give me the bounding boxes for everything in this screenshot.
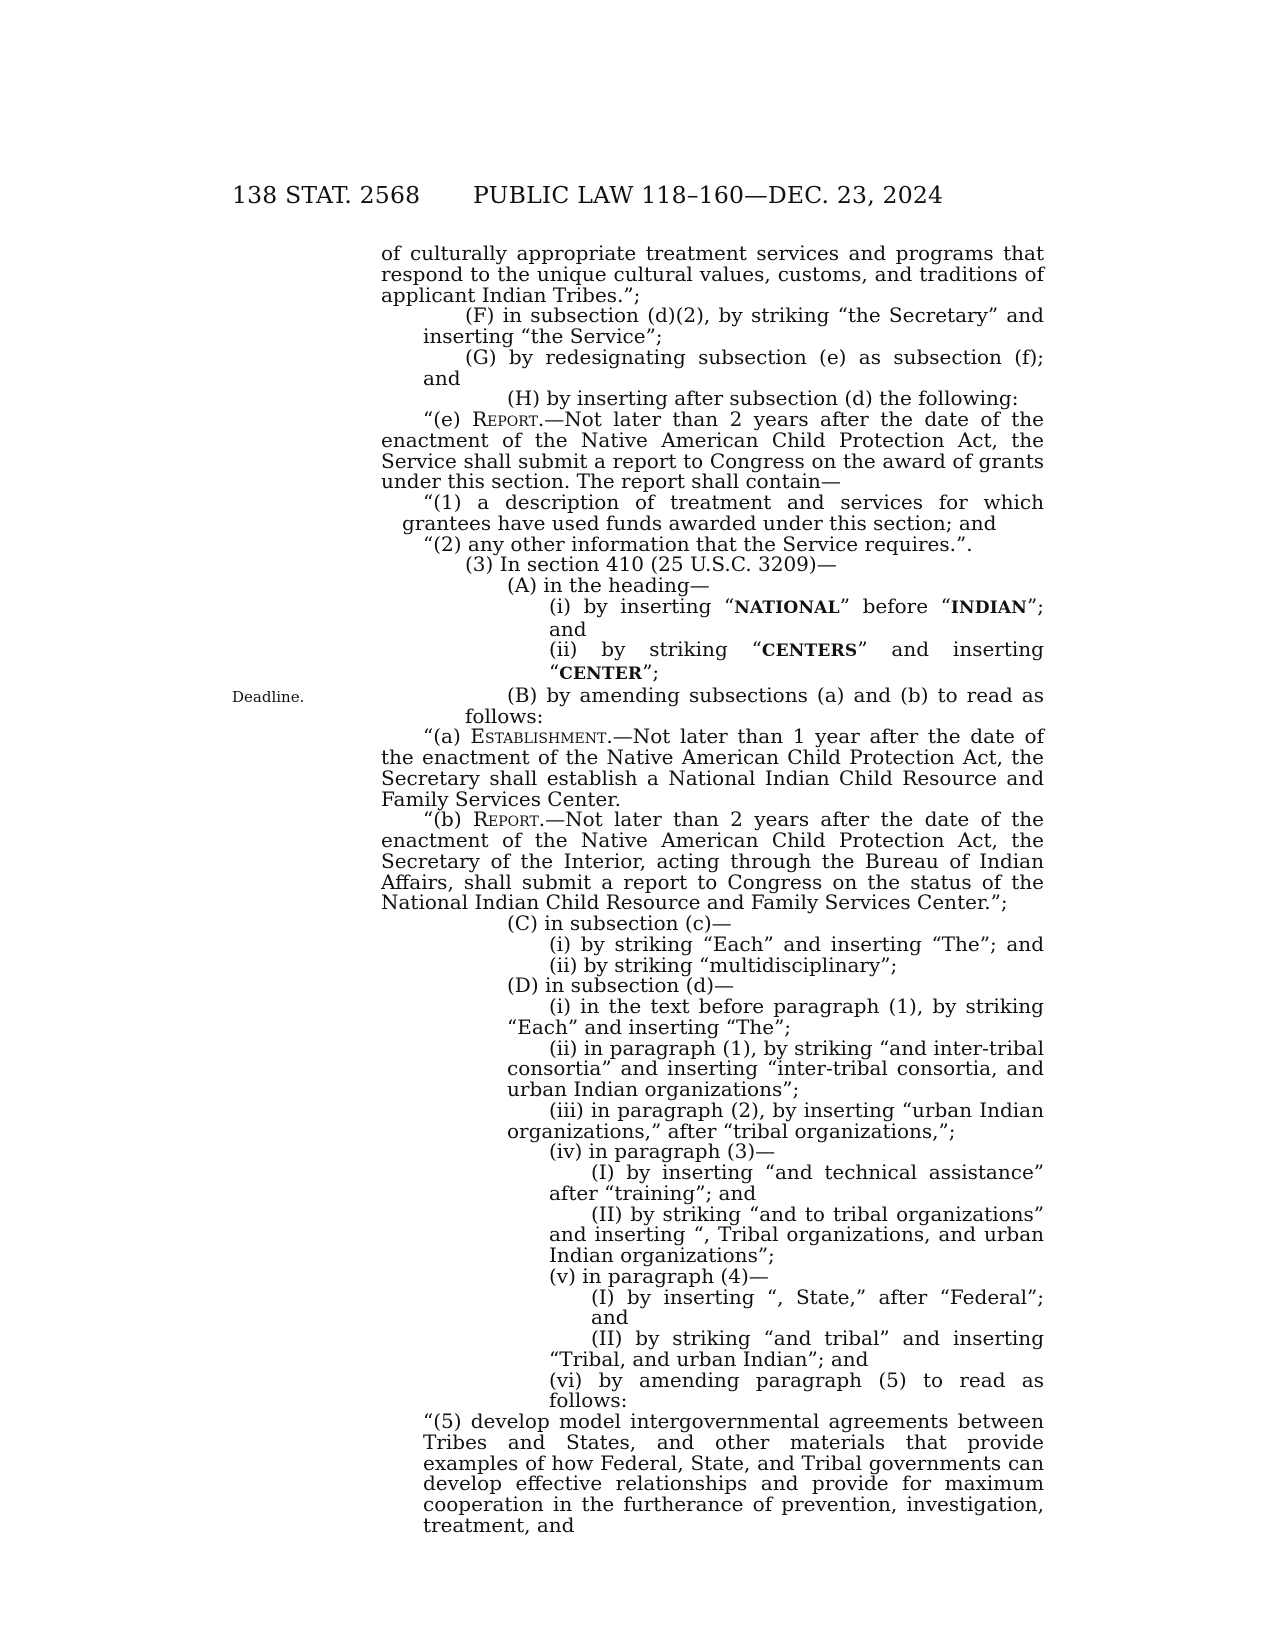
paragraph [381, 409, 1044, 492]
paragraph: (C) in subsection (c)— [507, 911, 732, 935]
paragraph: (II) by striking “and tribal” and inserting “Tribal, and urban Indian”; and [549, 1326, 1044, 1371]
text-run: ”; [642, 660, 660, 684]
text-run: ” before “ [839, 593, 951, 618]
paragraph [381, 809, 1044, 913]
paragraph: (3) In section 410 (25 U.S.C. 3209)— [465, 552, 837, 577]
paragraph: (D) in subsection (d)— [507, 973, 735, 998]
subsection-text: .—Not later than 2 years after the date of the enactment of the Native American Child Protection Act, the Secretary of the Interior, acting through the Bureau of Indian Affairs, shall submit a report to Congress on the status of the National Indian Child Resource and Family Services Center.”; [381, 807, 1045, 915]
subsection-text: .—Not later than 2 years after the date of the enactment of the Native American Child Protection Act, the Service shall submit a report to Congress on the award of grants under this section. The report shall contain— [381, 407, 1045, 494]
paragraph: (iv) in paragraph (3)— [549, 1139, 776, 1164]
paragraph: (iii) in paragraph (2), by inserting “urban Indian organizations,” after “tribal organizations,”; [507, 1097, 1044, 1143]
subsection-heading: Report [472, 807, 539, 832]
margin-note: Deadline. [232, 688, 305, 706]
text-run: ” and inserting “ [549, 637, 1044, 684]
paragraph: “(2) any other information that the Service requires.”. [423, 531, 973, 556]
bold-term: CENTER [559, 664, 643, 684]
text-run: (ii) by striking “ [549, 637, 762, 662]
subsection-heading: Report [472, 407, 538, 431]
running-header: PUBLIC LAW 118–160—DEC. 23, 2024 [473, 181, 944, 209]
paragraph: “(1) a description of treatment and services for which grantees have used funds awarded under this section; and [402, 490, 1044, 535]
paragraph: (i) in the text before paragraph (1), by striking “Each” and inserting “The”; [507, 994, 1044, 1039]
subsection-prefix: “(e) [423, 407, 473, 431]
paragraph: (II) by striking “and to tribal organizations” and inserting “, Tribal organizations, and urban Indian organizations”; [549, 1201, 1044, 1267]
paragraph: (H) by inserting after subsection (d) the following: [507, 386, 1019, 411]
bold-term: NATIONAL [734, 597, 840, 618]
subsection-heading: Establishment [470, 724, 607, 749]
bold-term: INDIAN [950, 597, 1028, 618]
paragraph: (I) by inserting “and technical assistance” after “training”; and [549, 1160, 1044, 1205]
paragraph: (vi) by amending paragraph (5) to read as follows: [549, 1367, 1044, 1413]
paragraph: (ii) in paragraph (1), by striking “and inter-tribal consortia” and inserting “inter-tribal consortia, and urban Indian organizations”; [507, 1035, 1044, 1101]
paragraph: (B) by amending subsections (a) and (b) to read as follows: [465, 682, 1044, 728]
subsection-prefix: “(a) [423, 724, 471, 749]
paragraph: (i) by striking “Each” and inserting “The”; and [549, 931, 1044, 956]
paragraph [381, 726, 1044, 809]
subsection-text: .—Not later than 1 year after the date of the enactment of the Native American Child Protection Act, the Secretary shall establish a National Indian Child Resource and Family Services Center. [381, 724, 1044, 811]
paragraph: (G) by redesignating subsection (e) as subsection (f); and [423, 344, 1044, 390]
paragraph: “(5) develop model intergovernmental agreements between Tribes and States, and other materials that provide examples of how Federal, State, and Tribal governments can develop effective relationships and provide for maximum cooperation in the furtherance of prevention, investigation, treatment, and [423, 1409, 1044, 1537]
bold-term: CENTERS [761, 641, 858, 662]
page-number: 138 STAT. 2568 [232, 181, 421, 209]
paragraph: (ii) by striking “multidisciplinary”; [549, 952, 898, 977]
subsection-prefix: “(b) [423, 807, 473, 832]
paragraph: of culturally appropriate treatment services and programs that respond to the unique cultural values, customs, and traditions of applicant Indian Tribes.”; [381, 241, 1044, 307]
text-run: (i) by inserting “ [549, 593, 735, 618]
document-body [381, 243, 1044, 1536]
paragraph: (I) by inserting “, State,” after “Federal”; and [591, 1284, 1044, 1330]
paragraph: (v) in paragraph (4)— [549, 1263, 769, 1288]
text-run: ”; and [549, 593, 1044, 641]
paragraph: (A) in the heading— [507, 573, 710, 597]
paragraph [381, 639, 1044, 685]
paragraph [381, 593, 1044, 641]
paragraph: (F) in subsection (d)(2), by striking “the Secretary” and inserting “the Service”; [423, 303, 1044, 348]
